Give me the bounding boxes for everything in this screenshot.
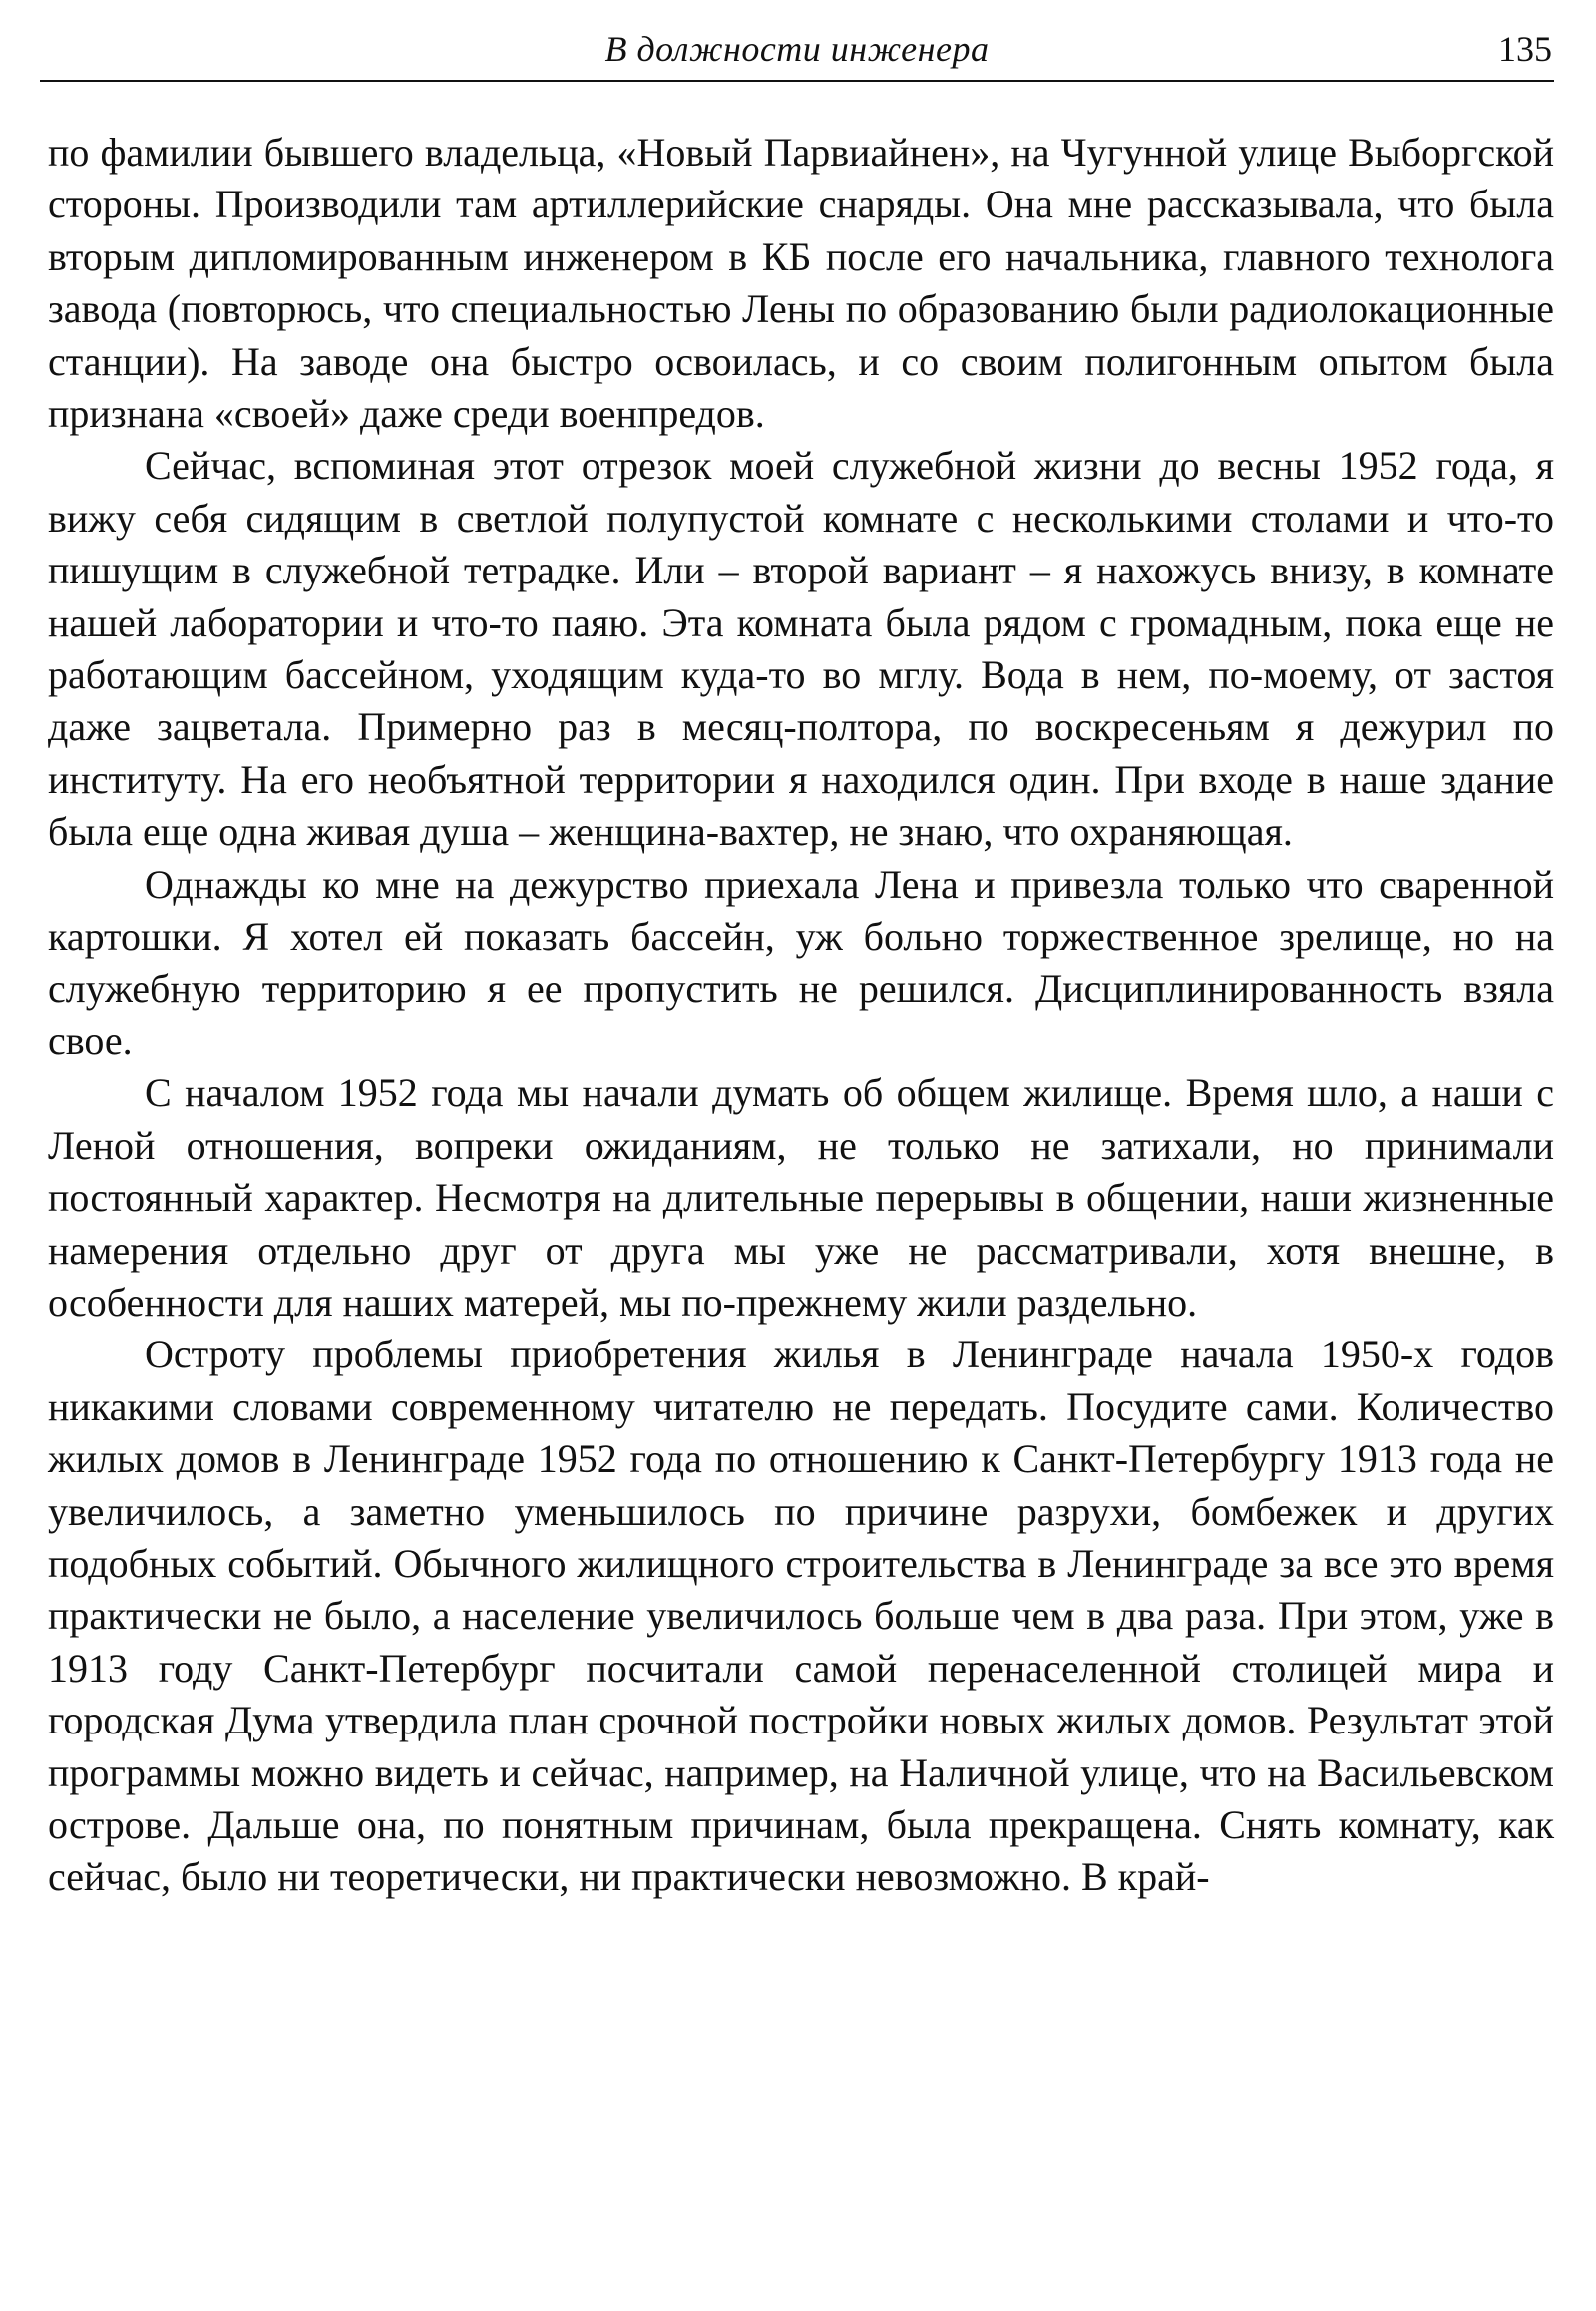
page-number: 135	[1498, 29, 1552, 69]
paragraph-4: С началом 1952 года мы начали думать об общем жилище. Время шло, а наши с Леной отношения, вопреки ожиданиям, не только не затихали, но принимали постоянный характер. Несмотря на длительные перерывы в общении, наши жизненные намерения отдельно друг от друга мы уже не рассматривали, хотя внешне, в особенности для наших матерей, мы по-прежнему жили раздельно.	[48, 1070, 1554, 1325]
page-body	[48, 127, 1554, 1904]
paragraph-1: по фамилии бывшего владельца, «Новый Парвиайнен», на Чугунной улице Выборгской стороны. Производили там артиллерийские снаряды. Она мне рассказывала, что была вторым дипломированным инженером в КБ после его начальника, главного технолога завода (повторюсь, что специальностью Лены по образованию были радиолокационные станции). На заводе она быстро освоилась, и со своим полигонным опытом была признана «своей» даже среди военпредов.	[48, 130, 1554, 437]
paragraph-3: Однажды ко мне на дежурство приехала Лена и привезла только что сваренной картошки. Я хотел ей показать бассейн, уж больно торжественное зрелище, но на служебную территорию я ее пропустить не решился. Дисциплинированность взяла свое.	[48, 861, 1554, 1063]
paragraph-5: Остроту проблемы приобретения жилья в Ленинграде начала 1950-х годов никакими словами современному читателю не передать. Посудите сами. Количество жилых домов в Ленинграде 1952 года по отношению к Санкт-Петербургу 1913 года не увеличилось, а заметно уменьшилось по причине разрухи, бомбежек и других подобных событий. Обычного жилищного строительства в Ленинграде за все это время практически не было, а население увеличилось больше чем в два раза. При этом, уже в 1913 году Санкт-Петербург посчитали самой перенаселенной столицей мира и городская Дума утвердила план срочной постройки новых жилых домов. Результат этой программы можно видеть и сейчас, например, на Наличной улице, что на Васильевском острове. Дальше она, по понятным причинам, была прекращена. Снять комнату, как сейчас, было ни теоретически, ни практически невозможно. В край-	[48, 1332, 1554, 1900]
running-header	[40, 22, 1554, 82]
running-title: В должности инженера	[604, 29, 990, 69]
paragraph-2: Сейчас, вспоминая этот отрезок моей служебной жизни до весны 1952 года, я вижу себя сидящим в светлой полупустой комнате с несколькими столами и что-то пишущим в служебной тетрадке. Или – второй вариант – я нахожусь внизу, в комнате нашей лаборатории и что-то паяю. Эта комната была рядом с громадным, пока еще не работающим бассейном, уходящим куда-то во мглу. Вода в нем, по-моему, от застоя даже зацветала. Примерно раз в месяц-полтора, по воскресеньям я дежурил по институту. На его необъятной территории я находился один. При входе в наше здание была еще одна живая душа – женщина-вахтер, не знаю, что охраняющая.	[48, 443, 1554, 855]
